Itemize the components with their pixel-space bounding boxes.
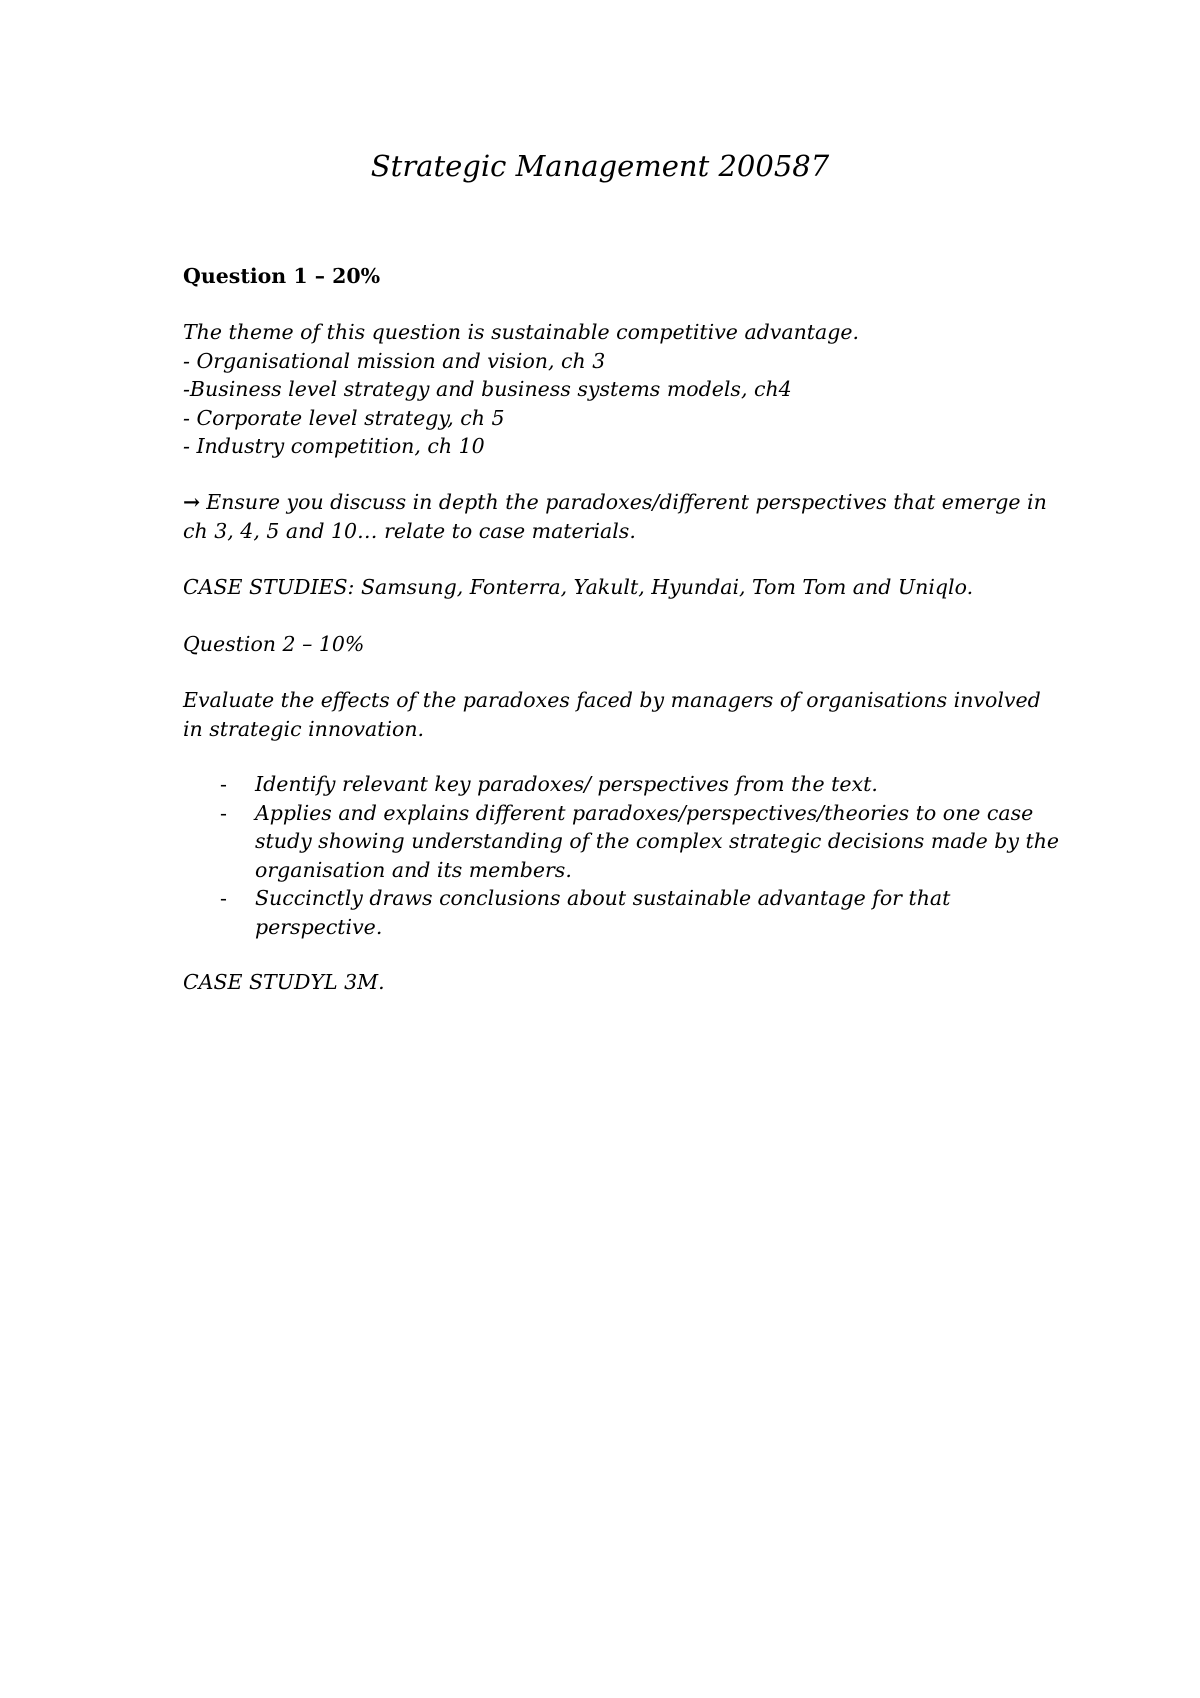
topic-item: - Corporate level strategy, ch 5	[183, 405, 505, 430]
question-1-topics	[183, 318, 1063, 461]
list-item	[183, 884, 1063, 941]
question-1-theme: The theme of this question is sustainable competitive advantage.	[183, 320, 860, 344]
question-2-case-study: CASE STUDYL 3M.	[183, 970, 385, 994]
document-title: Strategic Management 200587	[370, 149, 830, 183]
question-2-heading: Question 2 – 10%	[183, 632, 365, 656]
question-2-bullet-list	[183, 770, 1063, 941]
question-1-instruction	[183, 488, 1063, 545]
list-item	[183, 799, 1063, 885]
bullet-dash: -	[220, 886, 227, 910]
list-item-text: Applies and explains different paradoxes/perspectives/theories to one case study showing understanding of the complex strategic decisions made by the organisation and its members.	[255, 800, 1060, 882]
bullet-dash: -	[220, 800, 227, 825]
question-2-body: Evaluate the effects of the paradoxes faced by managers of organisations involved in strategic innovation.	[183, 688, 1041, 741]
topic-item: - Organisational mission and vision, ch 3	[183, 348, 606, 373]
instruction-text: Ensure you discuss in depth the paradoxes/different perspectives that emerge in ch 3, 4, 5 and 10… relate to case materials.	[183, 490, 1047, 543]
list-item-text: Succinctly draws conclusions about sustainable advantage for that perspective.	[255, 886, 951, 939]
question-1-heading: Question 1 – 20%	[183, 264, 381, 288]
bullet-dash: -	[220, 772, 227, 796]
arrow-right-icon: →	[183, 490, 201, 514]
topic-item: -Business level strategy and business systems models, ch4	[183, 377, 792, 401]
question-1-case-studies: CASE STUDIES: Samsung, Fonterra, Yakult, Hyundai, Tom Tom and Uniqlo.	[183, 575, 974, 599]
list-item	[183, 770, 1063, 799]
topic-item: - Industry competition, ch 10	[183, 434, 485, 458]
list-item-text: Identify relevant key paradoxes/ perspectives from the text.	[255, 772, 878, 796]
